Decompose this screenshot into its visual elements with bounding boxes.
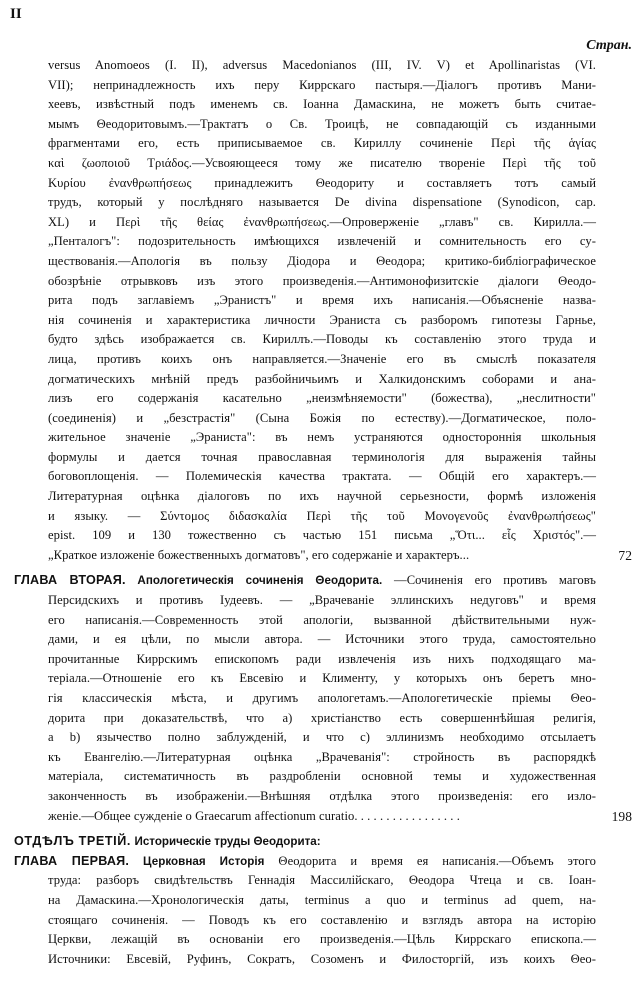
text-line: боговоплощенія. — Полемическія качества трактата. — Общій его характеръ.— <box>48 469 596 484</box>
text-line: Источники: Евсевій, Руфинъ, Сократъ, Созоменъ и Филосторгій, изъ коихъ Θео- <box>48 951 596 966</box>
text-line: теріала.—Отношеніе его къ Евсевію и Клименту, у которыхъ онъ беретъ мно- <box>48 671 596 686</box>
page-column-label: Стран. <box>586 38 632 53</box>
text-line: Церкви, лежащій въ основаніи его произведенія.—Цѣль Киррскаго епископа.— <box>48 932 596 947</box>
text-line: хеевъ, извѣстный подъ именемъ св. Іоанна Дамаскина, не можетъ быть считае- <box>48 97 596 112</box>
table-of-contents <box>14 56 632 969</box>
text-line: XL) и Περὶ τῆς θείας ἐνανθρωπήσεως.—Опроверженіе „главъ" св. Кирилла.— <box>48 214 596 229</box>
text-line: Персидскихъ и противъ Іудеевъ. — „Врачеваніе эллинскихъ недуговъ" и время <box>48 593 596 608</box>
text-line-with-page-ref <box>14 807 632 827</box>
text-line: рита подъ заглавіемъ „Эранистъ" и время ихъ написанія.—Объясненіе назва- <box>48 293 596 308</box>
text-line: Κυρίου ἐνανθρωπήσεως принадлежитъ Θеодориту и составляетъ тотъ самый <box>48 175 596 190</box>
page-reference: 198 <box>611 808 632 824</box>
text-line: а b) язычество полно заблужденій, и что с) эллинизмъ необходимо отсылаетъ <box>48 730 596 745</box>
text-line: мымъ Θеодоритовымъ.—Трактатъ о Св. Троицѣ, не совпадающій съ изданными <box>48 116 596 131</box>
text-line: на Дамаскина.—Хронологическія даты, terminus a quo и terminus ad quem, на- <box>48 892 596 907</box>
text-line: обозрѣніе отрывковъ изъ этого произведенія.—Антимонофизитскіе діалоги Θеодо- <box>48 273 596 288</box>
text-line-content: Θеодорита и время ея написанія.—Объемъ этого <box>278 853 596 868</box>
text-line-content: —Сочиненія его противъ маговъ <box>394 573 596 588</box>
text-line: его написанія.—Современность этой апологіи, вызванной дѣйствительными нуж- <box>48 612 596 627</box>
chapter-heading-line <box>14 852 632 872</box>
text-line: epist. 109 и 130 тожественно съ частью 151 письма „Ὅτι... εἷς Χριστός".— <box>48 528 596 543</box>
section-title: ОТДѢЛЪ ТРЕТІЙ. <box>14 834 132 849</box>
page-number: II <box>10 6 22 22</box>
page-reference: 72 <box>618 547 632 563</box>
chapter-heading-line <box>14 571 632 591</box>
text-line: нія сочиненія и характеристика личности Эраниста съ разборомъ гипотезы Гарнье, <box>48 312 596 327</box>
text-line: versus Anomoeos (I. II), adversus Macedonianos (III, IV. V) et Apollinaristas (VI. <box>48 58 596 72</box>
text-line: фрагментами его, есть приписываемое св. Кириллу сочиненіе Περὶ τῆς ἁγίας <box>48 136 596 151</box>
text-line: VII); непринадлежность ихъ перу Киррскаго пастыря.—Діалогъ противъ Мани- <box>48 77 596 92</box>
text-line: догматическихъ мнѣній предъ разбойничьимъ и Халкидонскимъ соборами и ана- <box>48 371 596 386</box>
text-line: будто здѣсь изображается св. Кириллъ.—Поводы къ составленію этого труда и <box>48 332 596 347</box>
text-line: (соединенія) и „безстрастія" (Сына Божія по естеству).—Догматическое, поло- <box>48 410 596 425</box>
text-line: и языку. — Σύντομος διδασκαλία Περὶ τῆς τοῦ Μονογενοῦς ἐνανθρωπήσεως" <box>48 508 596 523</box>
toc-entry-continuation <box>14 56 632 565</box>
text-line-content: „Краткое изложеніе божественныхъ догматовъ", его содержаніе и характеръ... <box>48 547 470 562</box>
chapter-heading: ГЛАВА ВТОРАЯ. <box>14 573 126 588</box>
text-line: стоящаго сочиненія. — Поводъ къ его составленію и взглядъ автора на исторію <box>48 912 596 927</box>
text-line: καὶ ζωοποιοῦ Τριάδος.—Усвояющееся тому же писателю твореніе Περὶ τῆς τοῦ <box>48 155 596 170</box>
text-line: „Пенталогъ": подозрительность имѣющихся извлеченій и сомнительность его су- <box>48 234 596 249</box>
text-line: дами, и ея цѣли, по мысли автора. — Источники этого труда, самостоятельно <box>48 632 596 647</box>
text-line: труда: разборъ свидѣтельствъ Геннадія Массилійскаго, Θеодора Чтеца и св. Іоан- <box>48 873 596 888</box>
text-line: къ Евангелію.—Литературная оцѣнка „Врачеванія": стройность въ распорядкѣ <box>48 749 596 764</box>
text-line: формулы и дается точная православная терминологія для выраженія тайны <box>48 449 596 464</box>
text-line: гія классическія мѣста, и другимъ апологетамъ.—Апологетическіе пріемы Θео- <box>48 691 596 705</box>
text-line: прочитанные Киррскимъ епископомъ ради извлеченія изъ нихъ подходящаго ма- <box>48 651 596 666</box>
text-line: лизъ его содержанія касательно „неизмѣняемости" (божества), „неслитности" <box>48 391 596 406</box>
text-line: дорита при доказательствѣ, что а) христіанство есть совершеннѣйшая религія, <box>48 710 596 725</box>
chapter-subheading: Церковная Исторія <box>143 854 265 868</box>
toc-entry-chapter-one <box>14 852 632 970</box>
text-line: Литературная оцѣнка діалоговъ по ихъ научной серьезности, формѣ изложенія <box>48 489 596 504</box>
chapter-subheading: Апологетическія сочиненія Θеодорита. <box>137 574 383 588</box>
text-line-content: женіе.—Общее сужденіе о Graecarum affectionum curatio. . . . . . . . . . . . . . . . . <box>48 808 460 823</box>
text-line: лица, противъ коихъ онъ направляется.—Значеніе его въ смыслѣ показателя <box>48 351 596 366</box>
toc-entry-chapter-two <box>14 571 632 826</box>
chapter-heading: ГЛАВА ПЕРВАЯ. <box>14 853 130 868</box>
text-line: законченность въ изображеніи.—Внѣшняя отдѣлка этого произведенія: его изло- <box>48 788 596 803</box>
text-line: жительное значеніе „Эраниста": въ немъ устраняются одностороннія школьныя <box>48 430 596 445</box>
text-line: матеріала, систематичность въ раздробленіи основной темы и художественная <box>48 769 596 784</box>
text-line: ществованія.—Апологія въ пользу Діодора и Θеодора; критико-библіографическое <box>48 253 596 268</box>
text-line: трудъ, который у послѣдняго называется De divina dispensatione (Synodicon, cap. <box>48 195 596 210</box>
text-line-with-page-ref <box>14 546 632 566</box>
section-heading <box>14 832 632 852</box>
section-subtitle: Историческіе труды Θеодорита: <box>134 835 321 849</box>
